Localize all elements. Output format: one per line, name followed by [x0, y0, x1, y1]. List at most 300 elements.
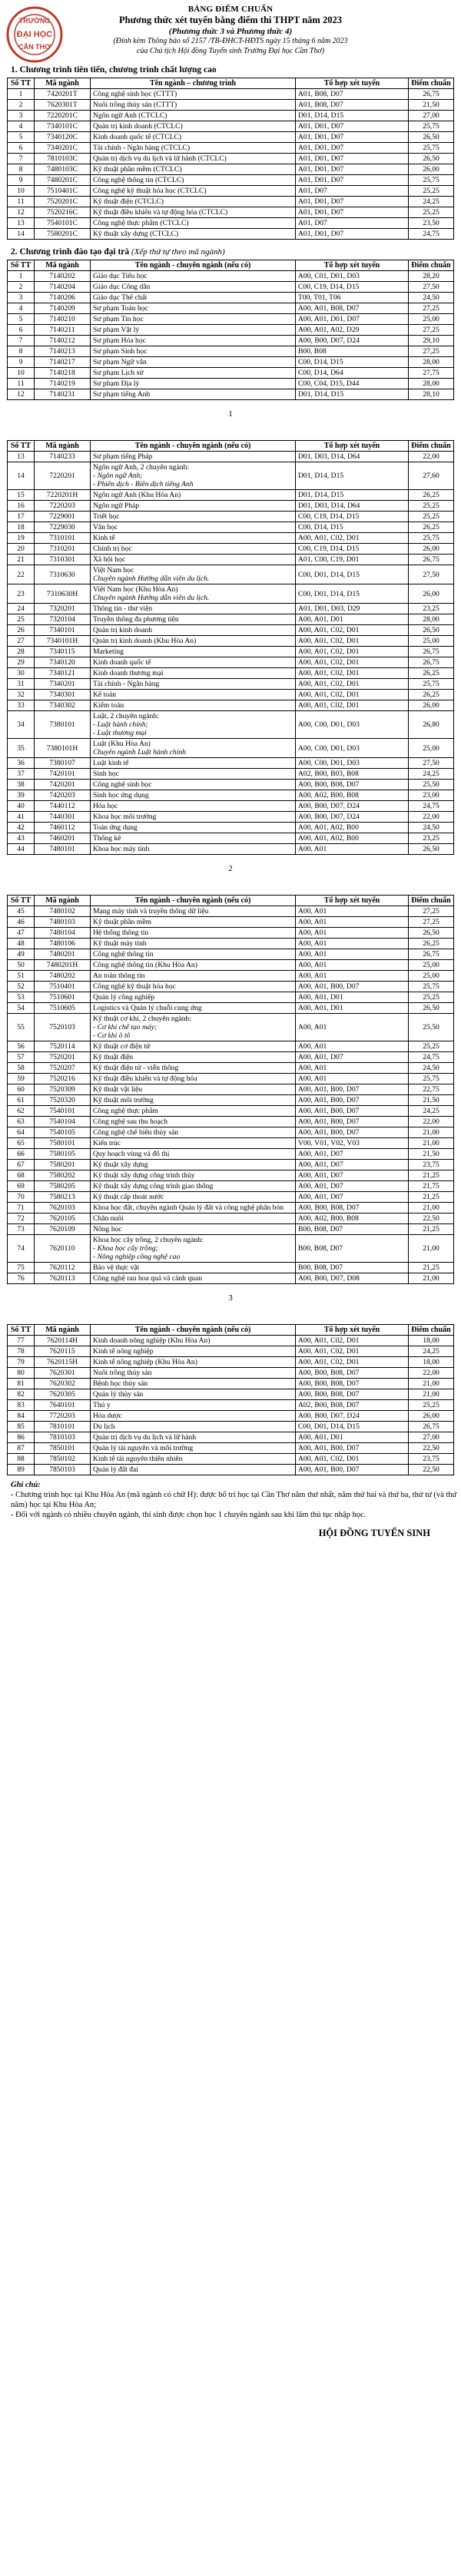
- subject-combinations: B00, B08, D07: [296, 1224, 409, 1235]
- subject-combinations: A00, A01, B00, D07: [296, 1465, 409, 1475]
- subject-combinations: A01, D01, D03, D29: [296, 604, 409, 614]
- major-code: 7620115H: [35, 1357, 91, 1368]
- cutoff-score: 26,75: [409, 647, 454, 657]
- cutoff-score: 18,00: [409, 1357, 454, 1368]
- row-index: 33: [8, 700, 35, 711]
- major-code: 7340115: [35, 647, 91, 657]
- major-code: 7540105: [35, 1127, 91, 1138]
- major-code: 7310101: [35, 533, 91, 544]
- subject-combinations: A00, A01, B00, D07: [296, 982, 409, 992]
- subject-combinations: A01, D01, D07: [296, 164, 409, 175]
- cutoff-score: 26,25: [409, 668, 454, 679]
- major-code: 7620115: [35, 1346, 91, 1357]
- attachment-note-1: (Đính kèm Thông báo số 2157 /TB-ĐHCT-HĐTS ngày 15 tháng 6 năm 2023: [113, 37, 348, 45]
- row-index: 57: [8, 1052, 35, 1063]
- subject-combinations: A01, D01, D07: [296, 175, 409, 186]
- cutoff-score: 26,75: [409, 657, 454, 668]
- signature-council: HỘI ĐỒNG TUYỂN SINH: [318, 1528, 430, 1538]
- row-index: 54: [8, 1003, 35, 1014]
- major-name: Quản trị kinh doanh: [91, 625, 296, 636]
- regular-programs-table: [7, 1324, 454, 1475]
- major-name: Hóa dược: [91, 1411, 296, 1422]
- major-code: 7340101C: [35, 121, 91, 132]
- table-row: [8, 769, 454, 780]
- major-code: 7220201H: [35, 490, 91, 501]
- subject-combinations: A00, A01: [296, 906, 409, 917]
- major-code: 7480201C: [35, 175, 91, 186]
- cutoff-score: 21,00: [409, 1235, 454, 1263]
- table-row: [8, 939, 454, 949]
- cutoff-score: 22,50: [409, 1443, 454, 1454]
- major-name: Sư phạm tiếng Pháp: [91, 452, 296, 462]
- row-index: 85: [8, 1422, 35, 1432]
- table-row: [8, 357, 454, 368]
- table-row: [8, 1127, 454, 1138]
- row-index: 31: [8, 679, 35, 690]
- cutoff-score: 25,00: [409, 636, 454, 647]
- column-header: Số TT: [8, 1325, 35, 1336]
- table-row: [8, 711, 454, 739]
- major-code: 7620301: [35, 1368, 91, 1379]
- cutoff-score: 22,00: [409, 1117, 454, 1127]
- major-name: Kinh doanh quốc tế (CTCLC): [91, 132, 296, 143]
- major-code: 7480102: [35, 906, 91, 917]
- row-index: 6: [8, 325, 35, 336]
- column-header: Mã ngành: [35, 441, 91, 452]
- major-name: Du lịch: [91, 1422, 296, 1432]
- cutoff-score: 24,25: [409, 1346, 454, 1357]
- major-name: Quản trị dịch vụ du lịch và lữ hành (CTCLC): [91, 154, 296, 164]
- cutoff-score: 27,25: [409, 325, 454, 336]
- subject-combinations: D01, D14, D15: [296, 389, 409, 400]
- major-name: Quy hoạch vùng và đô thị: [91, 1149, 296, 1160]
- column-header: Tên ngành – chương trình: [91, 78, 296, 89]
- subject-combinations: C00, C19, D14, D15: [296, 544, 409, 555]
- subject-combinations: A00, A01, B00, D07: [296, 1127, 409, 1138]
- row-index: 41: [8, 812, 35, 823]
- subject-combinations: A00, B00, D07, D24: [296, 801, 409, 812]
- major-code: 7510401: [35, 982, 91, 992]
- major-name: Công nghệ thực phẩm: [91, 1106, 296, 1117]
- major-code: 7520114: [35, 1041, 91, 1052]
- major-name: Kỹ thuật xây dựng: [91, 1160, 296, 1170]
- row-index: 48: [8, 939, 35, 949]
- major-code: 7380107: [35, 758, 91, 769]
- major-code: 7340201: [35, 679, 91, 690]
- major-code: 7480103: [35, 917, 91, 928]
- column-header: Mã ngành: [35, 1325, 91, 1336]
- major-code: 7440112: [35, 801, 91, 812]
- row-index: 69: [8, 1181, 35, 1192]
- table-row: [8, 346, 454, 357]
- table-row: [8, 501, 454, 512]
- cutoff-score: 24,75: [409, 229, 454, 240]
- row-index: 59: [8, 1074, 35, 1084]
- major-code: 7540101C: [35, 218, 91, 229]
- major-name: Sư phạm Vật lý: [91, 325, 296, 336]
- table-row: [8, 1368, 454, 1379]
- row-index: 50: [8, 960, 35, 971]
- cutoff-score: 26,75: [409, 1422, 454, 1432]
- major-code: 7510605: [35, 1003, 91, 1014]
- major-name: Kinh doanh thương mại: [91, 668, 296, 679]
- major-name: Ngôn ngữ Anh, 2 chuyên ngành: - Ngôn ngữ Anh; - Phiên dịch - Biên dịch tiếng Anh: [91, 462, 296, 490]
- major-name: Ngôn ngữ Anh (Khu Hòa An): [91, 490, 296, 501]
- major-code: 7420203: [35, 790, 91, 801]
- major-code: 7440301: [35, 812, 91, 823]
- cutoff-score: 25,00: [409, 739, 454, 758]
- table-row: [8, 844, 454, 855]
- table-row: [8, 801, 454, 812]
- cutoff-score: 25,75: [409, 121, 454, 132]
- subject-combinations: A01, D01, D07: [296, 229, 409, 240]
- row-index: 71: [8, 1203, 35, 1214]
- major-code: 7510401C: [35, 186, 91, 197]
- row-index: 11: [8, 197, 35, 207]
- table-row: [8, 1389, 454, 1400]
- major-code: 7520201C: [35, 197, 91, 207]
- cutoff-score: 28,20: [409, 271, 454, 282]
- table-row: [8, 544, 454, 555]
- major-code: 7320104: [35, 614, 91, 625]
- major-code: 7580213: [35, 1192, 91, 1203]
- cutoff-score: 21,50: [409, 1149, 454, 1160]
- major-code: 7620103: [35, 1203, 91, 1214]
- row-index: 10: [8, 368, 35, 379]
- major-name: Quản lý tài nguyên và môi trường: [91, 1443, 296, 1454]
- subject-combinations: A00, A01, C02, D01: [296, 1454, 409, 1465]
- major-code: 7460112: [35, 823, 91, 833]
- cutoff-score: 26,50: [409, 154, 454, 164]
- table-row: [8, 917, 454, 928]
- table-row: [8, 700, 454, 711]
- row-index: 6: [8, 143, 35, 154]
- section-2-order-note: (Xếp thứ tự theo mã ngành): [131, 247, 225, 257]
- cutoff-score: 26,75: [409, 949, 454, 960]
- table-row: [8, 906, 454, 917]
- major-name: Giáo dục Tiểu học: [91, 271, 296, 282]
- row-index: 20: [8, 544, 35, 555]
- row-index: 30: [8, 668, 35, 679]
- major-name: Kỹ thuật điều khiển và tự động hóa: [91, 1074, 296, 1084]
- table-row: [8, 679, 454, 690]
- major-code: 7620113: [35, 1273, 91, 1284]
- row-index: 8: [8, 164, 35, 175]
- major-code: 7140212: [35, 336, 91, 346]
- cutoff-score: 27,75: [409, 368, 454, 379]
- major-name: Kỹ thuật điện (CTCLC): [91, 197, 296, 207]
- cutoff-score: 21,00: [409, 1127, 454, 1138]
- table-row: [8, 604, 454, 614]
- table-row: [8, 960, 454, 971]
- major-code: 7480101: [35, 844, 91, 855]
- major-code: 7520309: [35, 1084, 91, 1095]
- cutoff-score: 29,10: [409, 336, 454, 346]
- row-index: 81: [8, 1379, 35, 1389]
- major-code: 7580201: [35, 1160, 91, 1170]
- major-name: Kỹ thuật cơ khí, 2 chuyên ngành: - Cơ khí chế tạo máy; - Cơ khí ô tô: [91, 1014, 296, 1041]
- table-row: [8, 625, 454, 636]
- major-name: Kinh doanh nông nghiệp (Khu Hòa An): [91, 1336, 296, 1346]
- major-name: Xã hội học: [91, 555, 296, 565]
- major-name: Tài chính - Ngân hàng (CTCLC): [91, 143, 296, 154]
- subject-combinations: A00, B00, D07, D24: [296, 1411, 409, 1422]
- subject-combinations: A00, C00, D01, D03: [296, 758, 409, 769]
- row-index: 7: [8, 336, 35, 346]
- table-row: [8, 218, 454, 229]
- major-code: 7310630: [35, 565, 91, 584]
- table-row: [8, 1014, 454, 1041]
- subject-combinations: C00, C04, D15, D44: [296, 379, 409, 389]
- cutoff-score: 24,25: [409, 769, 454, 780]
- major-name: Quản lý thủy sản: [91, 1389, 296, 1400]
- table-row: [8, 293, 454, 303]
- cutoff-score: 27,50: [409, 565, 454, 584]
- cutoff-score: 21,75: [409, 1181, 454, 1192]
- row-index: 64: [8, 1127, 35, 1138]
- row-index: 25: [8, 614, 35, 625]
- subject-combinations: A00, A01, C02, D01: [296, 657, 409, 668]
- row-index: 2: [8, 100, 35, 111]
- subject-combinations: A00, C00, D01, D03: [296, 711, 409, 739]
- cutoff-score: 26,50: [409, 928, 454, 939]
- major-name: Hóa học: [91, 801, 296, 812]
- row-index: 86: [8, 1432, 35, 1443]
- major-name: Khoa học môi trường: [91, 812, 296, 823]
- table-row: [8, 1214, 454, 1224]
- cutoff-score: 23,25: [409, 833, 454, 844]
- row-index: 61: [8, 1095, 35, 1106]
- row-index: 65: [8, 1138, 35, 1149]
- subject-combinations: A01, D01, D07: [296, 197, 409, 207]
- major-name: Khoa học đất, chuyên ngành Quản lý đất và công nghệ phân bón: [91, 1203, 296, 1214]
- major-name: An toàn thông tin: [91, 971, 296, 982]
- major-code: 7620301T: [35, 100, 91, 111]
- major-code: 7340101H: [35, 636, 91, 647]
- row-index: 9: [8, 357, 35, 368]
- column-header: Điểm chuẩn: [409, 1325, 454, 1336]
- table-row: [8, 1379, 454, 1389]
- major-name: Công nghệ thông tin (CTCLC): [91, 175, 296, 186]
- subject-combinations: A00, A01, B00, D07: [296, 1095, 409, 1106]
- major-name: Quản lý công nghiệp: [91, 992, 296, 1003]
- row-index: 75: [8, 1263, 35, 1273]
- major-code: 7340120C: [35, 132, 91, 143]
- table-row: [8, 823, 454, 833]
- cutoff-score: 26,50: [409, 1003, 454, 1014]
- cutoff-score: 23,50: [409, 218, 454, 229]
- cutoff-score: 24,25: [409, 197, 454, 207]
- major-name: Công nghệ sau thu hoạch: [91, 1117, 296, 1127]
- major-code: 7140210: [35, 314, 91, 325]
- major-name: Khoa học máy tính: [91, 844, 296, 855]
- column-header: Tên ngành - chuyên ngành (nếu có): [91, 441, 296, 452]
- subject-combinations: A00, A01: [296, 1074, 409, 1084]
- major-name: Ngôn ngữ Pháp: [91, 501, 296, 512]
- major-code: 7380101: [35, 711, 91, 739]
- subject-combinations: A00, A01, C02, D01: [296, 647, 409, 657]
- table-row: [8, 1160, 454, 1170]
- row-index: 60: [8, 1084, 35, 1095]
- major-name: Giáo dục Thể chất: [91, 293, 296, 303]
- cutoff-score: 27,50: [409, 758, 454, 769]
- subject-combinations: A00, B00, B08, D07: [296, 1389, 409, 1400]
- row-index: 76: [8, 1273, 35, 1284]
- row-index: 74: [8, 1235, 35, 1263]
- table-row: [8, 111, 454, 121]
- column-header: Điểm chuẩn: [409, 260, 454, 271]
- major-code: 7640101: [35, 1400, 91, 1411]
- major-name: Luật, 2 chuyên ngành: - Luật hành chính; - Luật thương mại: [91, 711, 296, 739]
- major-code: 7480201: [35, 949, 91, 960]
- subject-combinations: A00, A01, C02, D01: [296, 690, 409, 700]
- row-index: 68: [8, 1170, 35, 1181]
- column-header: Tổ hợp xét tuyển: [296, 1325, 409, 1336]
- major-name: Kinh tế: [91, 533, 296, 544]
- table-row: [8, 1443, 454, 1454]
- major-code: 7140213: [35, 346, 91, 357]
- major-code: 7220203: [35, 501, 91, 512]
- subject-combinations: A00, A01: [296, 939, 409, 949]
- cutoff-score: 21,50: [409, 1095, 454, 1106]
- major-name: Sư phạm Lịch sử: [91, 368, 296, 379]
- table-row: [8, 1336, 454, 1346]
- table-row: [8, 812, 454, 823]
- subject-combinations: A00, A01, C02, D01: [296, 668, 409, 679]
- subject-combinations: A00, B00, B08, D07: [296, 1203, 409, 1214]
- major-code: 7850101: [35, 1443, 91, 1454]
- cutoff-score: 21,25: [409, 1192, 454, 1203]
- row-index: 8: [8, 346, 35, 357]
- major-code: 7810103: [35, 1432, 91, 1443]
- major-name: Quản trị kinh doanh (Khu Hòa An): [91, 636, 296, 647]
- cutoff-score: 26,50: [409, 844, 454, 855]
- cutoff-score: 27,60: [409, 462, 454, 490]
- major-name: Việt Nam học Chuyên ngành Hướng dẫn viên du lịch.: [91, 565, 296, 584]
- subject-combinations: A00, C01, D01, D03: [296, 271, 409, 282]
- row-index: 72: [8, 1214, 35, 1224]
- table-row: [8, 1181, 454, 1192]
- row-index: 18: [8, 522, 35, 533]
- row-index: 35: [8, 739, 35, 758]
- major-name: Quản trị dịch vụ du lịch và lữ hành: [91, 1432, 296, 1443]
- section-2-title: 2. Chương trình đào tạo đại trà: [11, 247, 130, 257]
- major-name: Quản lý đất đai: [91, 1465, 296, 1475]
- major-name: Luật kinh tế: [91, 758, 296, 769]
- major-code: 7510601: [35, 992, 91, 1003]
- major-name: Sư phạm Hóa học: [91, 336, 296, 346]
- column-header: Tên ngành - chuyên ngành (nếu có): [91, 260, 296, 271]
- regular-programs-table: [7, 260, 454, 400]
- cutoff-score: 26,50: [409, 132, 454, 143]
- admission-method: (Phương thức 3 và Phương thức 4): [168, 27, 293, 36]
- major-name: Bảo vệ thực vật: [91, 1263, 296, 1273]
- cutoff-score: 22,00: [409, 452, 454, 462]
- advanced-programs-table: [7, 78, 454, 240]
- major-name: Kỹ thuật cấp thoát nước: [91, 1192, 296, 1203]
- cutoff-score: 28,00: [409, 614, 454, 625]
- subject-combinations: A02, B00, B08, D07: [296, 1400, 409, 1411]
- table-row: [8, 971, 454, 982]
- cutoff-score: 23,00: [409, 790, 454, 801]
- major-name: Sinh học ứng dụng: [91, 790, 296, 801]
- subject-combinations: A00, A01, D07: [296, 1149, 409, 1160]
- cutoff-score: 26,75: [409, 89, 454, 100]
- column-header: Tổ hợp xét tuyển: [296, 896, 409, 906]
- table-row: [8, 992, 454, 1003]
- subject-combinations: A00, A01, C02, D01: [296, 1357, 409, 1368]
- page-number: 3: [228, 1293, 233, 1303]
- major-code: 7140211: [35, 325, 91, 336]
- subject-combinations: A00, A01, B08, D07: [296, 303, 409, 314]
- table-row: [8, 1432, 454, 1443]
- subject-combinations: A00, A01, B00, D07: [296, 1084, 409, 1095]
- row-index: 66: [8, 1149, 35, 1160]
- subject-combinations: A01, B08, D07: [296, 100, 409, 111]
- major-code: 7620110: [35, 1235, 91, 1263]
- row-index: 56: [8, 1041, 35, 1052]
- major-name: Sư phạm Toán học: [91, 303, 296, 314]
- cutoff-score: 27,25: [409, 917, 454, 928]
- row-index: 84: [8, 1411, 35, 1422]
- svg-text:ĐẠI HỌC: ĐẠI HỌC: [16, 30, 53, 39]
- row-index: 7: [8, 154, 35, 164]
- subject-combinations: C00, D01, D14, D15: [296, 565, 409, 584]
- subject-combinations: C00, C19, D14, D15: [296, 282, 409, 293]
- subject-combinations: D01, D03, D14, D64: [296, 452, 409, 462]
- cutoff-score: 27,00: [409, 111, 454, 121]
- document-header: [0, 0, 461, 56]
- table-row: [8, 1041, 454, 1052]
- table-row: [8, 533, 454, 544]
- major-code: 7520207: [35, 1063, 91, 1074]
- major-name: Kỹ thuật môi trường: [91, 1095, 296, 1106]
- cutoff-score: 27,50: [409, 282, 454, 293]
- table-row: [8, 690, 454, 700]
- table-row: [8, 1192, 454, 1203]
- cutoff-score: 26,00: [409, 544, 454, 555]
- table-row: [8, 1063, 454, 1074]
- subject-combinations: A00, A01: [296, 844, 409, 855]
- major-code: 7140202: [35, 271, 91, 282]
- major-code: 7620302: [35, 1379, 91, 1389]
- cutoff-score: 25,75: [409, 175, 454, 186]
- row-index: 13: [8, 218, 35, 229]
- column-header: Tổ hợp xét tuyển: [296, 78, 409, 89]
- major-code: 7229030: [35, 522, 91, 533]
- cutoff-score: 25,75: [409, 533, 454, 544]
- table-row: [8, 1170, 454, 1181]
- column-header: Điểm chuẩn: [409, 441, 454, 452]
- cutoff-score: 25,25: [409, 1400, 454, 1411]
- major-name: Nuôi trồng thủy sản (CTTT): [91, 100, 296, 111]
- major-name: Kỹ thuật điều khiển và tự động hóa (CTCLC): [91, 207, 296, 218]
- cutoff-score: 26,00: [409, 584, 454, 604]
- subject-combinations: A01, B08, D07: [296, 89, 409, 100]
- major-code: 7620112: [35, 1263, 91, 1273]
- subject-combinations: C00, D14, D64: [296, 368, 409, 379]
- major-code: 7520216: [35, 1074, 91, 1084]
- subject-combinations: A00, A01, C02, D01: [296, 679, 409, 690]
- cutoff-score: 24,50: [409, 823, 454, 833]
- row-index: 5: [8, 314, 35, 325]
- table-row: [8, 89, 454, 100]
- column-header: Số TT: [8, 260, 35, 271]
- row-index: 55: [8, 1014, 35, 1041]
- major-name: Công nghệ thông tin: [91, 949, 296, 960]
- table-row: [8, 522, 454, 533]
- column-header: Mã ngành: [35, 896, 91, 906]
